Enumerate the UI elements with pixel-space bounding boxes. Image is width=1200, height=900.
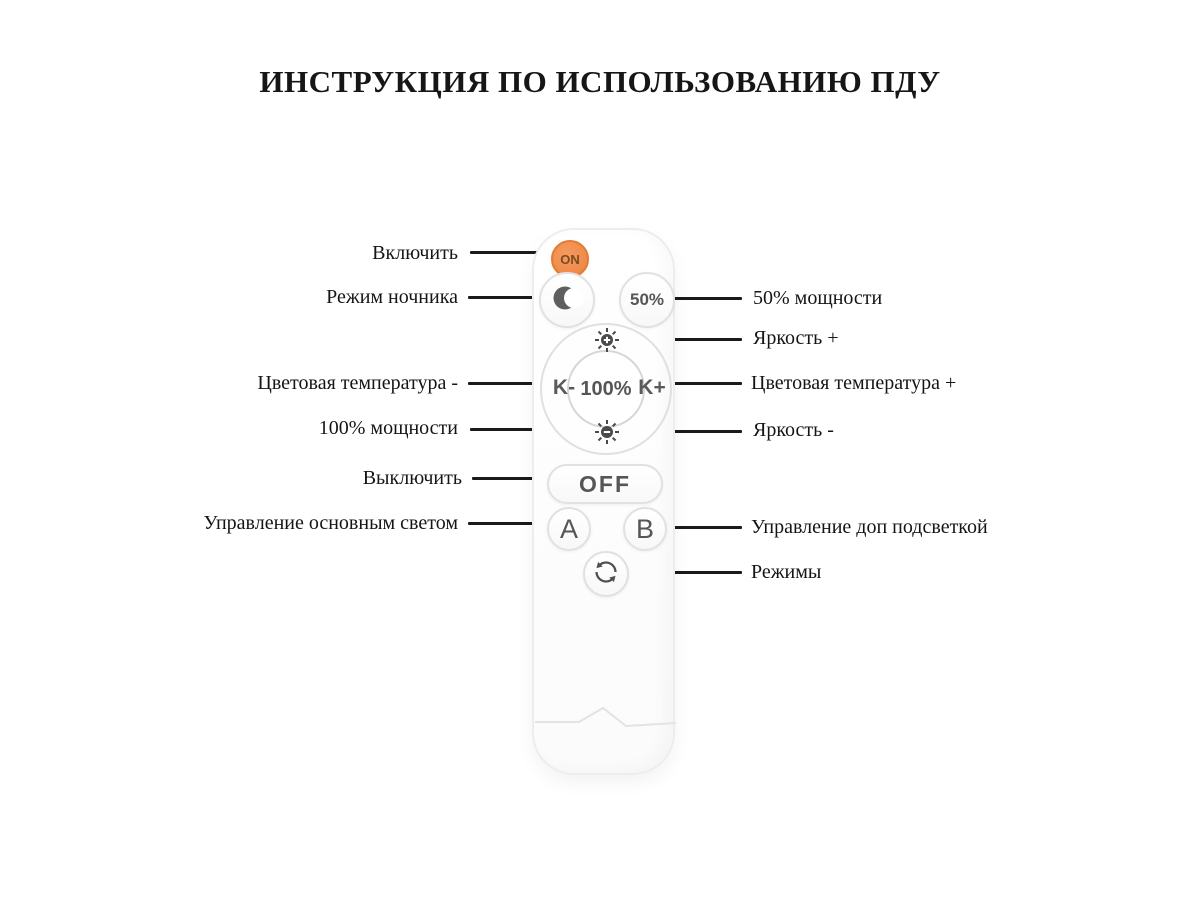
label-turn-off: Выключить <box>362 467 462 489</box>
label-100-power: 100% мощности <box>318 417 458 439</box>
label-color-temp-plus: Цветовая температура + <box>751 372 957 394</box>
label-brightness-plus: Яркость + <box>753 327 839 349</box>
night-mode-button[interactable] <box>539 272 595 328</box>
label-50-power: 50% мощности <box>753 287 883 309</box>
channel-a-button[interactable]: A <box>547 507 591 551</box>
k-minus-button[interactable]: K- <box>552 376 576 399</box>
on-button[interactable]: ON <box>551 240 589 278</box>
label-aux-light: Управление доп подсветкой <box>751 516 988 538</box>
label-main-light: Управление основным светом <box>203 512 458 534</box>
channel-b-button[interactable]: B <box>623 507 667 551</box>
power-100-button[interactable]: 100% <box>567 350 645 428</box>
power-50-button[interactable]: 50% <box>619 272 675 328</box>
remote-control-body <box>532 228 675 775</box>
label-brightness-minus: Яркость - <box>753 419 834 441</box>
page-title: ИНСТРУКЦИЯ ПО ИСПОЛЬЗОВАНИЮ ПДУ <box>259 64 941 99</box>
k-plus-button[interactable]: K+ <box>638 376 666 399</box>
callout-line-aux-light <box>664 526 742 529</box>
sun-minus-icon <box>594 419 620 450</box>
brightness-up-button[interactable] <box>594 329 620 355</box>
modes-button[interactable] <box>583 551 629 597</box>
callout-line-night-mode <box>468 296 538 299</box>
sun-plus-icon <box>594 327 620 358</box>
refresh-icon <box>588 554 624 595</box>
off-button[interactable]: OFF <box>547 464 663 504</box>
label-night-mode: Режим ночника <box>326 286 458 308</box>
label-modes: Режимы <box>751 561 822 583</box>
callout-line-50-power <box>672 297 742 300</box>
moon-icon <box>550 281 584 320</box>
label-turn-on: Включить <box>372 242 458 264</box>
label-color-temp-minus: Цветовая температура - <box>257 372 458 394</box>
brightness-down-button[interactable] <box>594 421 620 447</box>
